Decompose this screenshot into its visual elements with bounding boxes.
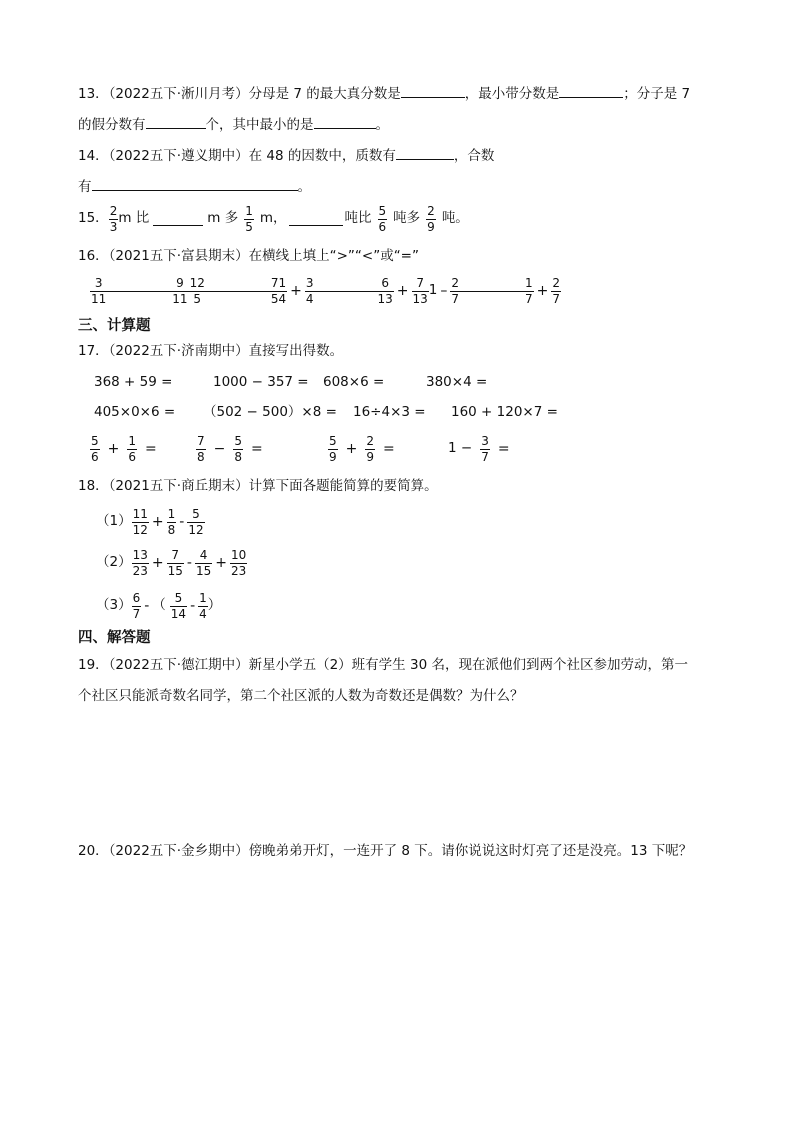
question-16-header	[78, 250, 419, 264]
question-16-comparisons	[90, 274, 561, 308]
answer-blank[interactable]	[146, 116, 206, 129]
item-number: （2）	[96, 554, 132, 571]
compare-blank[interactable]	[460, 291, 524, 292]
fraction: $\frac{1}{6}$	[128, 433, 137, 464]
fraction: $\frac{7}{8}$	[197, 433, 205, 464]
oral-calc-item: 160 + 120×7 =	[451, 404, 558, 420]
plus-sign: +	[536, 283, 549, 299]
question-text: 吨多	[393, 210, 421, 227]
question-number: 18．	[78, 478, 109, 494]
question-source: （2022五下·德江期中）	[108, 657, 249, 673]
question-text: 。	[375, 117, 389, 133]
fraction: $\frac{2}{7}$	[451, 275, 460, 306]
fraction: $\frac{12}{5}$	[189, 275, 205, 306]
question-number: 14．	[78, 148, 109, 164]
minus-sign: −	[213, 441, 226, 457]
fraction-calc-item	[328, 431, 403, 467]
fraction-calc-item	[90, 431, 165, 467]
question-text: 新星小学五（2）班有学生 30 名，现在派他们到两个社区参加劳动，第一	[248, 657, 688, 673]
one-minus: 1 −	[448, 440, 473, 457]
question-14-line-1	[78, 147, 494, 164]
question-13-line-1	[78, 85, 690, 102]
plus-sign: +	[151, 514, 164, 530]
right-paren: ）	[207, 597, 222, 614]
minus-sign: -	[144, 598, 150, 614]
item-number: （3）	[96, 597, 132, 614]
fraction: $\frac{7}{15}$	[167, 547, 183, 578]
fraction: $\frac{13}{23}$	[132, 547, 148, 578]
fraction: $\frac{11}{12}$	[132, 506, 148, 537]
plus-sign: +	[345, 441, 358, 457]
fraction: $\frac{1}{5}$	[245, 203, 253, 234]
plus-sign: +	[396, 283, 409, 299]
compare-blank[interactable]	[315, 291, 377, 292]
fraction: $\frac{5}{6}$	[91, 433, 99, 464]
compare-blank[interactable]	[107, 291, 171, 292]
fraction: $\frac{1}{4}$	[199, 590, 207, 621]
answer-blank[interactable]	[153, 213, 203, 226]
question-19-line-2: 个社区只能派奇数名同学，第二个社区派的人数为奇数还是偶数？为什么？	[78, 688, 524, 704]
question-source: （2021五下·商丘期末）	[108, 478, 249, 494]
question-text: ；分子是 7	[623, 86, 691, 102]
answer-blank[interactable]	[396, 147, 454, 160]
simplify-expression-2	[96, 545, 247, 581]
fraction: $\frac{2}{9}$	[366, 433, 375, 464]
question-19-line-1	[78, 659, 688, 673]
question-text: 的假分数有	[78, 117, 146, 133]
fraction: $\frac{6}{7}$	[132, 590, 141, 621]
question-text: 吨。	[441, 210, 469, 227]
question-number: 17．	[78, 343, 109, 359]
minus-sign: -	[190, 598, 196, 614]
question-text: 吨比	[344, 210, 372, 227]
question-number: 13．	[78, 86, 109, 102]
question-text: ，合数	[453, 148, 495, 164]
minus-sign: -	[179, 514, 185, 530]
fraction: $\frac{5}{8}$	[234, 433, 243, 464]
fraction-calc-item	[196, 431, 271, 467]
plus-sign: +	[215, 555, 227, 571]
fraction: $\frac{1}{8}$	[167, 506, 176, 537]
section-heading-calculation: 三、计算题	[78, 318, 151, 334]
fraction: $\frac{3}{7}$	[481, 433, 489, 464]
fraction: $\frac{1}{7}$	[525, 275, 533, 306]
question-source: （2022五下·济南期中）	[108, 343, 249, 359]
answer-blank[interactable]	[314, 116, 376, 129]
question-text: m，	[259, 210, 287, 227]
fraction: $\frac{6}{13}$	[377, 275, 393, 306]
oral-calc-item: 380×4 =	[426, 374, 488, 390]
plus-sign: +	[151, 555, 164, 571]
question-text: 傍晚弟弟开灯，一连开了 8 下。请你说说这时灯亮了还是没亮。13 下呢？	[248, 843, 693, 859]
oral-calc-item: 608×6 =	[323, 374, 385, 390]
question-source: （2022五下·遵义期中）	[108, 148, 249, 164]
question-text: 直接写出得数。	[248, 343, 344, 359]
oral-calc-item: 405×0×6 =	[94, 404, 176, 420]
fraction: $\frac{5}{14}$	[170, 590, 187, 621]
question-text: m 比	[118, 210, 150, 227]
oral-calc-item: 16÷4×3 =	[353, 404, 426, 420]
simplify-expression-3	[96, 588, 221, 624]
simplify-expression-1	[96, 504, 205, 540]
equals-sign: =	[383, 441, 395, 457]
number-one: 1	[428, 282, 438, 299]
question-number: 16．	[78, 248, 109, 264]
question-14-line-2	[78, 178, 311, 195]
equals-sign: =	[251, 441, 263, 457]
left-paren: （	[152, 597, 166, 614]
question-text: 在 48 的因数中，质数有	[248, 148, 396, 164]
fraction: $\frac{5}{6}$	[378, 203, 387, 234]
question-number: 19．	[78, 657, 109, 673]
answer-blank[interactable]	[559, 85, 623, 98]
oral-calc-item: 368 + 59 =	[94, 374, 173, 390]
question-source: （2022五下·金乡期中）	[108, 843, 249, 859]
question-18-header	[78, 480, 438, 494]
plus-sign: +	[290, 283, 302, 299]
question-text: 在横线上填上“>”“<”或“=”	[248, 248, 419, 264]
question-text: 有	[78, 179, 92, 195]
question-17-header	[78, 345, 343, 359]
answer-blank[interactable]	[401, 85, 465, 98]
fraction-calc-item	[448, 431, 518, 467]
fraction: $\frac{3}{4}$	[305, 275, 314, 306]
question-text: 计算下面各题能简算的要简算。	[248, 478, 438, 494]
oral-calc-item: 1000 − 357 =	[213, 374, 309, 390]
question-source: （2022五下·淅川月考）	[108, 86, 249, 102]
fraction: $\frac{9}{11}$	[172, 275, 188, 306]
minus-sign: –	[440, 283, 448, 299]
question-number: 20．	[78, 843, 109, 859]
question-text: 个，其中最小的是	[205, 117, 314, 133]
answer-blank[interactable]	[92, 178, 298, 191]
answer-blank[interactable]	[289, 213, 343, 226]
fraction: $\frac{4}{15}$	[195, 547, 212, 578]
fraction: $\frac{71}{54}$	[270, 275, 287, 306]
fraction: $\frac{3}{11}$	[91, 275, 107, 306]
question-13-line-2	[78, 116, 389, 133]
plus-sign: +	[107, 441, 120, 457]
section-heading-word-problems: 四、解答题	[78, 630, 151, 646]
question-text: 分母是 7 的最大真分数是	[248, 86, 401, 102]
fraction: $\frac{7}{13}$	[412, 275, 428, 306]
fraction: $\frac{2}{7}$	[552, 275, 561, 306]
question-text: m 多	[207, 210, 239, 227]
question-text: ，最小带分数是	[464, 86, 560, 102]
fraction: $\frac{5}{9}$	[329, 433, 337, 464]
equals-sign: =	[497, 441, 510, 457]
fraction: $\frac{2}{3}$	[109, 203, 118, 234]
equals-sign: =	[145, 441, 157, 457]
compare-blank[interactable]	[206, 291, 270, 292]
item-number: （1）	[96, 513, 132, 530]
fraction: $\frac{10}{23}$	[230, 547, 247, 578]
oral-calc-item: （502 − 500）×8 =	[203, 404, 337, 420]
question-20	[78, 845, 692, 859]
question-15	[78, 202, 469, 236]
minus-sign: -	[186, 555, 192, 571]
fraction: $\frac{2}{9}$	[427, 203, 435, 234]
question-number: 15．	[78, 210, 109, 227]
question-text: 。	[297, 179, 311, 195]
question-source: （2021五下·富县期末）	[108, 248, 249, 264]
fraction: $\frac{5}{12}$	[188, 506, 204, 537]
